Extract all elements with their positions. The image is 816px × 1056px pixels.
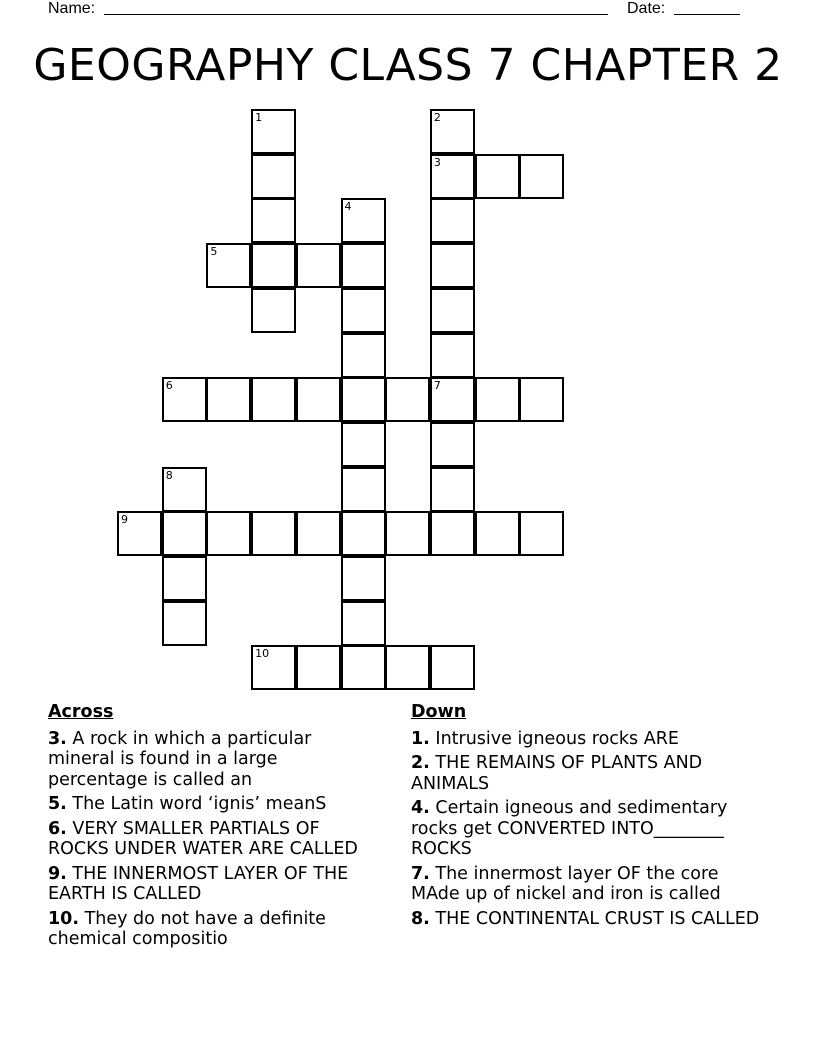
crossword-cell[interactable] [341,556,386,601]
crossword-cell[interactable] [385,645,430,690]
cell-number: 9 [121,513,128,527]
across-clue [48,794,378,815]
down-clue [411,753,761,794]
crossword-cell[interactable] [251,109,296,154]
cell-number: 2 [433,111,441,124]
down-clues [411,702,761,933]
crossword-cell[interactable] [430,645,475,690]
clue-text: They do not have a definite chemical compositio [48,908,326,949]
across-heading: Across [48,702,114,722]
page-title: GEOGRAPHY CLASS 7 CHAPTER 2 [33,40,783,91]
crossword-cell[interactable] [430,243,475,288]
clue-number: 7. [411,863,430,884]
down-clue [411,798,761,860]
crossword-cell[interactable] [341,422,386,467]
clue-text: THE INNERMOST LAYER OF THE EARTH IS CALLED [48,863,349,904]
crossword-cell[interactable] [475,377,520,422]
crossword-cell[interactable] [341,377,386,422]
crossword-cell[interactable] [385,511,430,556]
crossword-cell[interactable] [296,377,341,422]
crossword-cell[interactable] [430,109,475,154]
crossword-cell[interactable] [251,645,296,690]
clue-text: Certain igneous and sedimentary rocks get CONVERTED INTO________ ROCKS [411,798,728,859]
crossword-cell[interactable] [251,288,296,333]
crossword-cell[interactable] [251,511,296,556]
crossword-cell[interactable] [430,288,475,333]
cell-number: 1 [255,111,263,124]
crossword-cell[interactable] [162,601,207,646]
crossword-cell[interactable] [296,243,341,288]
across-clues [48,702,378,954]
across-clue [48,909,378,950]
crossword-cell[interactable] [162,511,207,556]
crossword-cell[interactable] [206,243,251,288]
clue-number: 8. [411,908,430,929]
crossword-cell[interactable] [341,601,386,646]
crossword-cell[interactable] [206,511,251,556]
clue-text: The Latin word ‘ignis’ meanS [72,794,327,814]
crossword-cell[interactable] [341,198,386,243]
crossword-cell[interactable] [430,154,475,199]
crossword-cell[interactable] [251,243,296,288]
crossword-cell[interactable] [162,467,207,512]
clue-text: A rock in which a particular mineral is found in a large percentage is called an [48,728,312,790]
crossword-cell[interactable] [430,198,475,243]
crossword-cell[interactable] [475,511,520,556]
crossword-cell[interactable] [341,645,386,690]
crossword-cell[interactable] [475,154,520,199]
clue-number: 9. [48,863,67,884]
crossword-cell[interactable] [251,377,296,422]
date-label: Date: [627,0,666,17]
crossword-cell[interactable] [162,377,207,422]
cell-number: 7 [433,379,441,393]
down-heading: Down [411,702,467,722]
crossword-cell[interactable] [519,377,564,422]
down-clue [411,864,761,905]
crossword-cell[interactable] [430,422,475,467]
clue-text: The innermost layer OF the core MAde up of nickel and iron is called [411,863,721,904]
crossword-cell[interactable] [430,377,475,422]
cell-number: 6 [165,379,173,393]
clue-number: 10. [48,908,80,929]
clue-text: Intrusive igneous rocks ARE [435,728,679,749]
crossword-cell[interactable] [341,467,386,512]
down-clue [411,909,761,930]
clue-text: THE CONTINENTAL CRUST IS CALLED [435,908,760,929]
cell-number: 10 [255,647,270,661]
across-clue [48,864,378,905]
clue-number: 5. [48,794,67,814]
crossword-cell[interactable] [519,154,564,199]
clue-number: 4. [411,798,430,818]
crossword-cell[interactable] [430,333,475,378]
crossword-cell[interactable] [430,511,475,556]
clue-text: THE REMAINS OF PLANTS AND ANIMALS [411,753,703,794]
down-clue [411,729,761,750]
cell-number: 4 [344,200,352,214]
clue-number: 3. [48,728,67,749]
across-clue [48,729,378,791]
cell-number: 5 [210,245,218,259]
crossword-cell[interactable] [341,511,386,556]
cell-number: 3 [433,155,441,169]
crossword-cell[interactable] [341,333,386,378]
crossword-cell[interactable] [519,511,564,556]
crossword-cell[interactable] [341,288,386,333]
crossword-cell[interactable] [341,243,386,288]
crossword-cell[interactable] [385,377,430,422]
name-label: Name: [48,0,96,17]
across-clue [48,819,378,860]
crossword-cell[interactable] [430,467,475,512]
crossword-cell[interactable] [296,511,341,556]
cell-number: 8 [165,468,173,482]
crossword-cell[interactable] [296,645,341,690]
crossword-cell[interactable] [206,377,251,422]
crossword-cell[interactable] [251,154,296,199]
clue-number: 1. [411,728,430,749]
crossword-cell[interactable] [162,556,207,601]
crossword-cell[interactable] [117,511,162,556]
crossword-cell[interactable] [251,198,296,243]
clue-number: 6. [48,818,67,839]
clue-text: VERY SMALLER PARTIALS OF ROCKS UNDER WATER ARE CALLED [48,818,358,859]
clue-number: 2. [411,753,430,773]
